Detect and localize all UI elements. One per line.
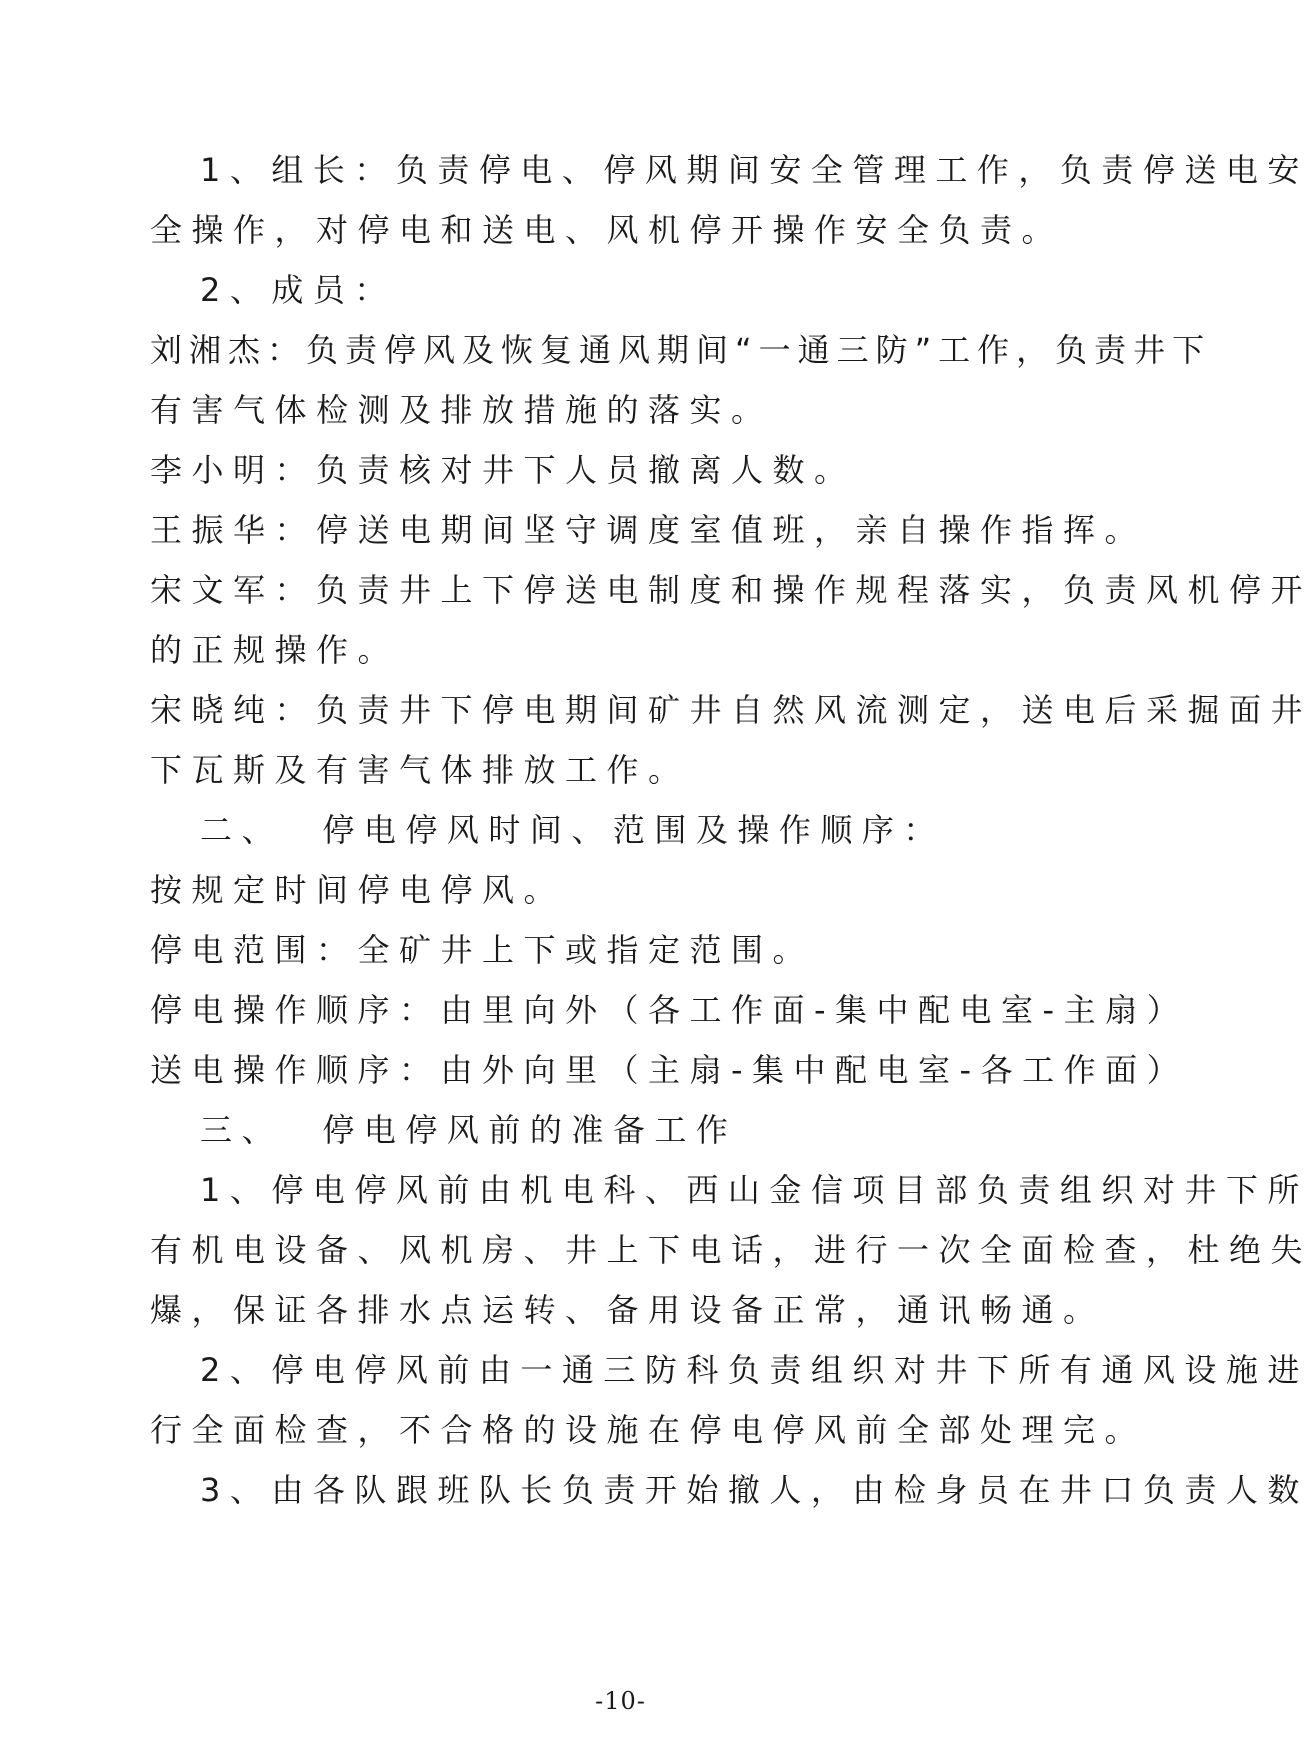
page-number: -10- [595, 1687, 646, 1715]
paragraph-line: 1、组长：负责停电、停风期间安全管理工作，负责停送电安 [200, 151, 1309, 189]
paragraph-line: 停电操作顺序：由里向外（各工作面-集中配电室-主扇） [150, 991, 1189, 1029]
section-heading: 二、 停电停风时间、范围及操作顺序： [200, 811, 945, 849]
paragraph-line: 有机电设备、风机房、井上下电话，进行一次全面检查，杜绝失 [150, 1231, 1312, 1269]
paragraph-line: 1、停电停风前由机电科、西山金信项目部负责组织对井下所 [200, 1171, 1309, 1209]
paragraph-line: 宋晓纯：负责井下停电期间矿井自然风流测定，送电后采掘面井 [150, 691, 1312, 729]
section-heading: 三、 停电停风前的准备工作 [200, 1111, 738, 1149]
paragraph-line: 停电范围：全矿井上下或指定范围。 [150, 931, 815, 969]
paragraph-line: 行全面检查，不合格的设施在停电停风前全部处理完。 [150, 1411, 1147, 1449]
paragraph-line: 3、由各队跟班队长负责开始撤人，由检身员在井口负责人数 [200, 1471, 1309, 1509]
paragraph-line: 2、成员： [200, 271, 396, 309]
paragraph-line: 全操作，对停电和送电、风机停开操作安全负责。 [150, 211, 1064, 249]
paragraph-line: 爆，保证各排水点运转、备用设备正常，通讯畅通。 [150, 1291, 1105, 1329]
paragraph-line: 宋文军：负责井上下停送电制度和操作规程落实，负责风机停开 [150, 571, 1312, 609]
paragraph-line: 2、停电停风前由一通三防科负责组织对井下所有通风设施进 [200, 1351, 1309, 1389]
paragraph-line: 有害气体检测及排放措施的落实。 [150, 391, 773, 429]
paragraph-line: 的正规操作。 [150, 631, 400, 669]
paragraph-line: 按规定时间停电停风。 [150, 871, 566, 909]
paragraph-line: 下瓦斯及有害气体排放工作。 [150, 751, 690, 789]
paragraph-line: 送电操作顺序：由外向里（主扇-集中配电室-各工作面） [150, 1051, 1189, 1089]
paragraph-line: 刘湘杰：负责停风及恢复通风期间“一通三防”工作，负责井下 [150, 331, 1212, 369]
paragraph-line: 王振华：停送电期间坚守调度室值班，亲自操作指挥。 [150, 511, 1147, 549]
paragraph-line: 李小明：负责核对井下人员撤离人数。 [150, 451, 856, 489]
